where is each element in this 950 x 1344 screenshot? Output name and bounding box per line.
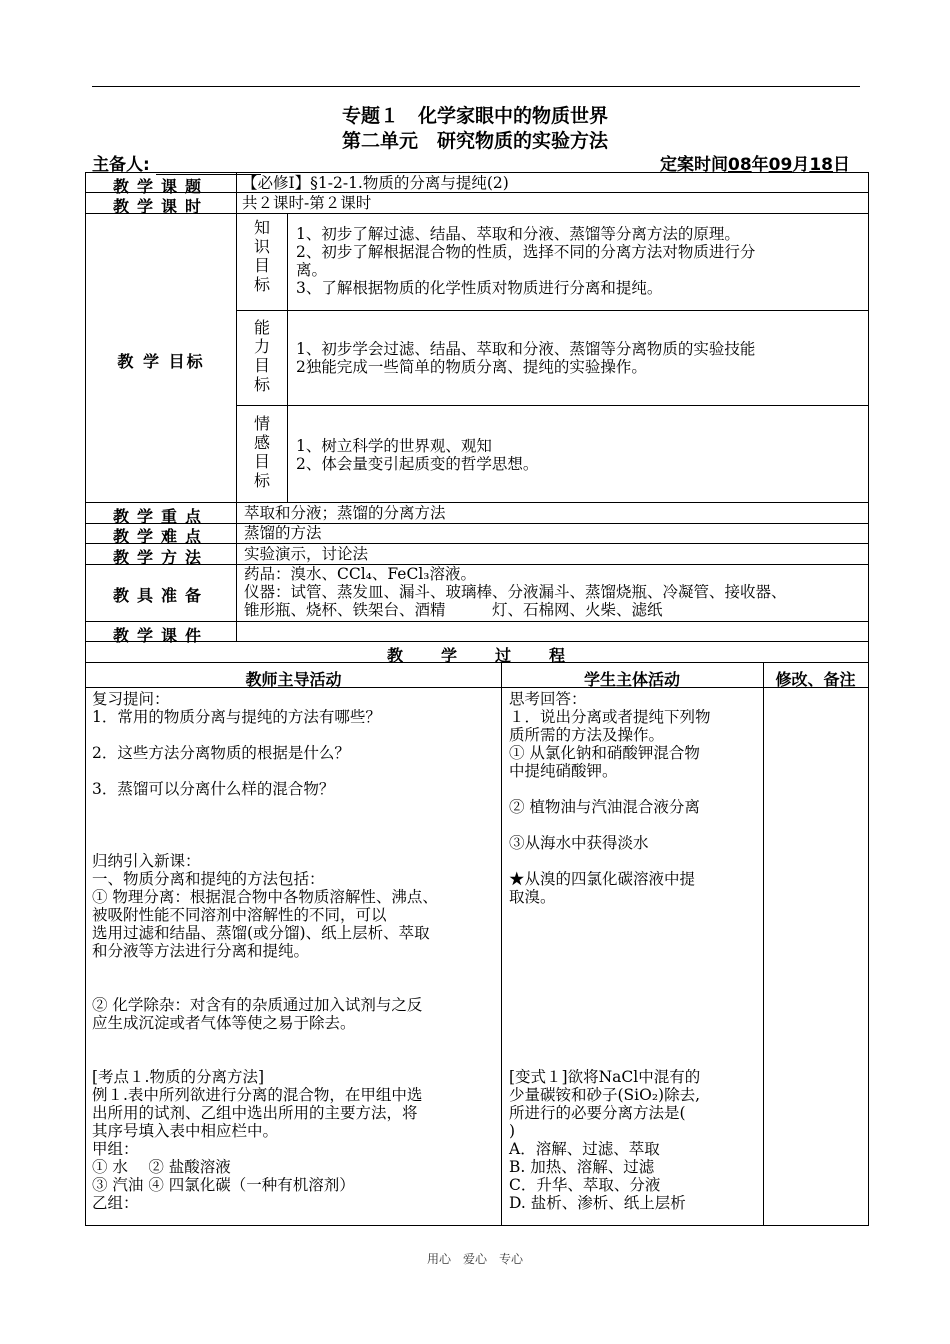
- ability-goals: 1、初步学会过滤、结晶、萃取和分液、蒸馏等分离物质的实验技能 2独能完成一些简单的物质分离、提纯的实验操作。: [296, 340, 756, 376]
- student-activity: 思考回答： １．说出分离或者提纯下列物 质所需的方法及操作。 ① 从氯化钠和硝酸钾混合物 中提纯硝酸钾。 ② 植物油与汽油混合液分离 ③从海水中获得淡水 ★从溴的四氯化碳溶液中提 取溴。 [变式１]欲将NaCl中混有的 少量碳铵和砂子(SiO₂)除去, 所进行的必要分离方法是( ) A．溶解、过滤、萃取 B. 加热、溶解、过滤 C．升华、萃取、分液 D. 盐析、渗析、纸上层析: [509, 690, 711, 1212]
- knowledge-label: 知 识 目 标: [253, 218, 270, 294]
- date-prefix: 定案时间: [659, 155, 728, 175]
- date-month: 09: [768, 155, 793, 175]
- key-label: 教学重点: [112, 507, 209, 526]
- date-year-unit: 年: [751, 155, 769, 175]
- emotion-goals: 1、树立科学的世界观、观知 2、体会量变引起质变的哲学思想。: [296, 437, 539, 473]
- process-label: 教 学 过 程: [386, 646, 567, 665]
- date-day-unit: 日: [833, 155, 850, 175]
- ability-label: 能 力 目 标: [253, 318, 270, 394]
- lesson-plan-table: [85, 172, 869, 1226]
- knowledge-goals: 1、初步了解过滤、结晶、萃取和分液、蒸馏等分离方法的原理。 2、初步了解根据混合物的性质，选择不同的分离方法对物质进行分 离。 3、了解根据物质的化学性质对物质进行分离和提纯。: [296, 225, 756, 297]
- tools-list: 药品：溴水、CCl₄、FeCl₃溶液。 仪器：试管、蒸发皿、漏斗、玻璃棒、分液漏斗、蒸馏烧瓶、冷凝管、接收器、 锥形瓶、烧杯、铁架台、酒精 灯、石棉网、火柴、滤纸: [244, 565, 787, 619]
- topic-value: 【必修Ⅰ】§1-2-1.物质的分离与提纯(2): [242, 174, 509, 192]
- tools-label: 教具准备: [112, 586, 209, 605]
- courseware-label: 教学课件: [112, 626, 209, 645]
- hours-label: 教学课时: [112, 197, 209, 216]
- hours-value: 共２课时-第２课时: [242, 194, 372, 212]
- page-footer: 用心 爱心 专心: [426, 1252, 523, 1266]
- col-student: 学生主体活动: [583, 670, 680, 689]
- method-value: 实验演示，讨论法: [244, 545, 369, 563]
- date-year: 08: [727, 155, 752, 175]
- key-value: 萃取和分液；蒸馏的分离方法: [244, 504, 446, 522]
- topic-label: 教学课题: [112, 177, 209, 196]
- preparer-label: 主备人:: [92, 155, 150, 175]
- unit-title: 第二单元 研究物质的实验方法: [341, 130, 608, 152]
- difficulty-value: 蒸馏的方法: [244, 524, 322, 542]
- method-label: 教学方法: [112, 548, 209, 567]
- top-rule: [92, 86, 860, 87]
- teacher-activity: 复习提问： 1．常用的物质分离与提纯的方法有哪些？ 2．这些方法分离物质的根据是什么？ 3．蒸馏可以分离什么样的混合物？ 归纳引入新课： 一、物质分离和提纯的方法包括： ① 物理分离：根据混合物中各物质溶解性、沸点、 被吸附性能不同溶剂中溶解性的不同，可以 选用过滤和结晶、蒸馏(或分馏)、纸上层析、萃取 和分液等方法进行分离和提纯。 ② 化学除杂：对含有的杂质通过加入试剂与之反 应生成沉淀或者气体等使之易于除去。 [考点１.物质的分离方法] 例１.表中所列欲进行分离的混合物，在甲组中选 出所用的试剂、乙组中选出所用的主要方法，将 其序号填入表中相应栏中。 甲组： ① 水 ② 盐酸溶液 ③ 汽油 ④ 四氯化碳（一种有机溶剂） 乙组：: [92, 690, 438, 1212]
- goals-label: 教 学 目标: [117, 352, 205, 371]
- date-month-unit: 月: [792, 155, 810, 175]
- emotion-label: 情 感 目 标: [253, 414, 270, 490]
- date-day: 18: [809, 155, 833, 175]
- col-notes: 修改、备注: [775, 670, 856, 689]
- page-title: 专题１ 化学家眼中的物质世界: [341, 105, 608, 127]
- col-teacher: 教师主导活动: [245, 670, 342, 689]
- difficulty-label: 教学难点: [112, 527, 209, 546]
- notes-column[interactable]: [764, 688, 868, 1226]
